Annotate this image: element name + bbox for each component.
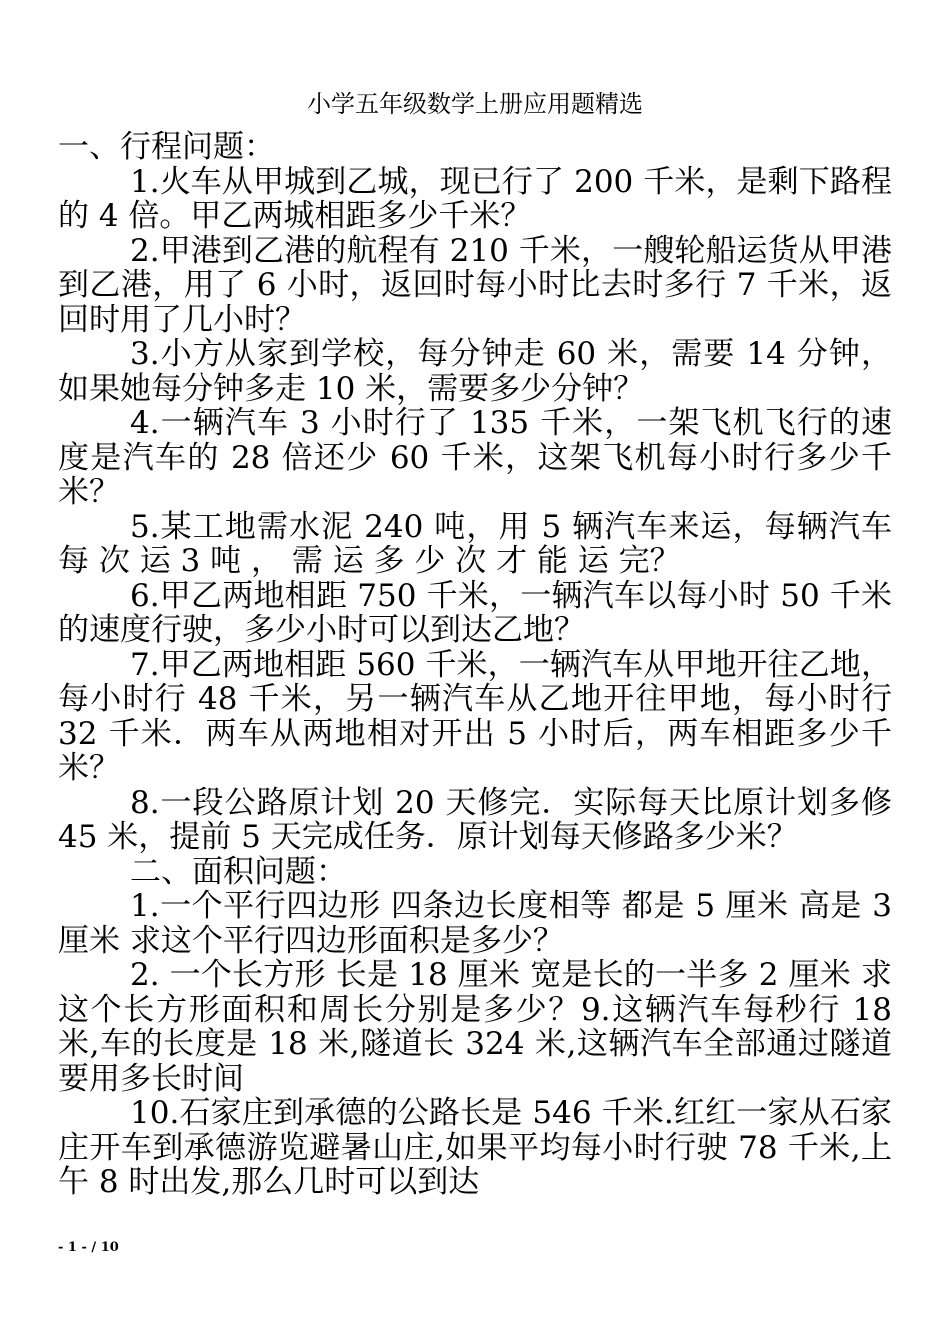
section-heading-travel: 一、行程问题： — [58, 129, 275, 165]
travel-problem-1: 1.火车从甲城到乙城，现已行了 200 千米，是剩下路程的 4 倍。甲乙两城相距多少千米？ — [58, 163, 892, 234]
travel-problem-3: 3.小方从家到学校，每分钟走 60 米，需要 14 分钟，如果她每分钟多走 10 米，需要多少分钟？ — [58, 336, 892, 407]
area-problem-1: 1.一个平行四边形 四条边长度相等 都是 5 厘米 高是 3 厘米 求这个平行四边形面积是多少？ — [58, 888, 892, 959]
page-number: - 1 - / 10 — [58, 1240, 119, 1255]
area-problem-2: 2. 一个长方形 长是 18 厘米 宽是长的一半多 2 厘米 求这个长方形面积和周长分别是多少？9.这辆汽车每秒行 18 米,车的长度是 18 米,隧道长 324 米,这辆汽车全部通过隧道要用多长时间 — [58, 957, 892, 1097]
travel-problem-4: 4.一辆汽车 3 小时行了 135 千米，一架飞机飞行的速度是汽车的 28 倍还少 60 千米，这架飞机每小时行多少千米？ — [58, 405, 892, 510]
document-title: 小学五年级数学上册应用题精选 — [307, 90, 643, 118]
document-body — [58, 130, 892, 1200]
travel-problem-5: 5.某工地需水泥 240 吨，用 5 辆汽车来运，每辆汽车 每 次 运 3 吨 ， 需 运 多 少 次 才 能 运 完？ — [58, 508, 892, 579]
section-heading-area: 二、面积问题： — [130, 853, 347, 890]
travel-problem-6: 6.甲乙两地相距 750 千米，一辆汽车以每小时 50 千米的速度行驶，多少小时可以到达乙地？ — [58, 577, 892, 648]
travel-problem-8: 8.一段公路原计划 20 天修完．实际每天比原计划多修 45 米，提前 5 天完成任务．原计划每天修路多少米？ — [58, 784, 892, 855]
area-problem-10: 10.石家庄到承德的公路长是 546 千米.红红一家从石家庄开车到承德游览避暑山庄,如果平均每小时行驶 78 千米,上午 8 时出发,那么几时可以到达 — [58, 1095, 892, 1200]
travel-problem-7: 7.甲乙两地相距 560 千米，一辆汽车从甲地开往乙地，每小时行 48 千米，另一辆汽车从乙地开往甲地，每小时行 32 千米．两车从两地相对开出 5 小时后，两车相距多少千米？ — [58, 646, 892, 786]
travel-problem-2: 2.甲港到乙港的航程有 210 千米，一艘轮船运货从甲港到乙港，用了 6 小时，返回时每小时比去时多行 7 千米，返回时用了几小时？ — [58, 232, 892, 338]
